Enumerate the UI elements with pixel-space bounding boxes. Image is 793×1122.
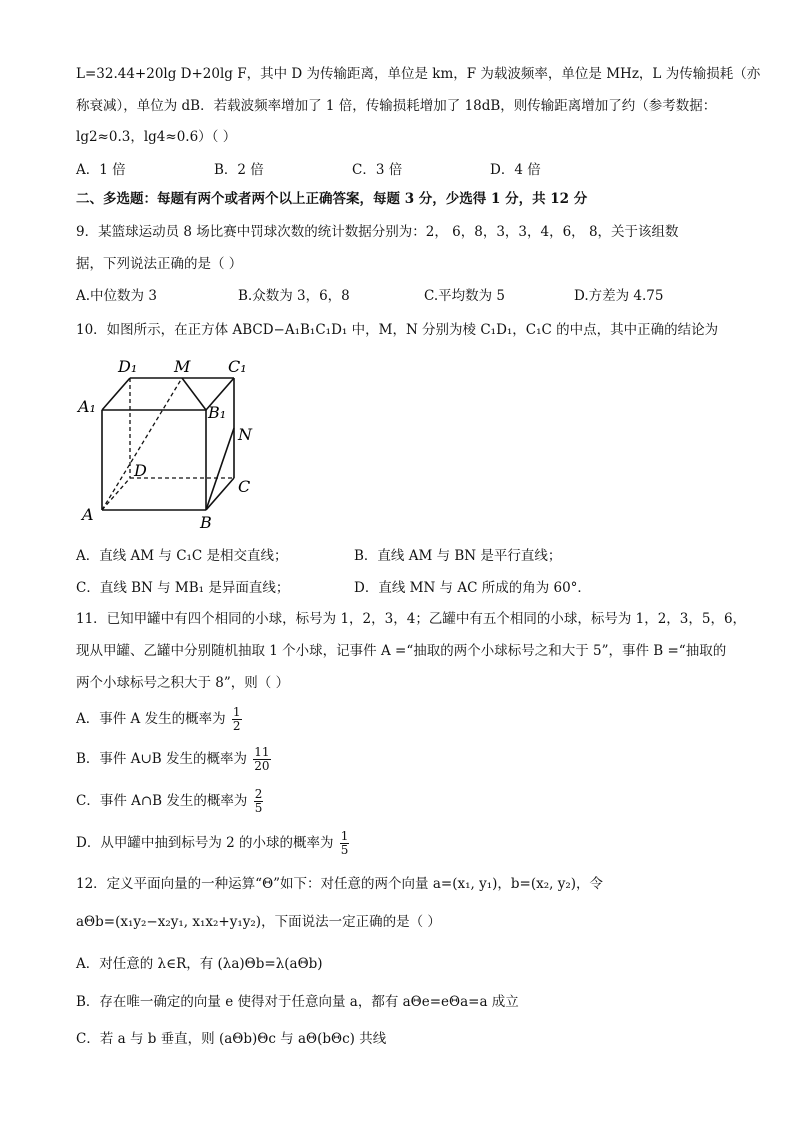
q8-option-d: D．4 倍 — [490, 162, 541, 178]
q12-line2: aΘb=(x₁y₂−x₂y₁, x₁x₂+y₁y₂)，下面说法一定正确的是（ ） — [76, 914, 441, 930]
label-c: C — [238, 477, 251, 496]
label-b1: B₁ — [208, 403, 227, 422]
q12-option-c: C．若 a 与 b 垂直，则 (aΘb)Θc 与 aΘ(bΘc) 共线 — [76, 1031, 387, 1047]
q9-line2: 据，下列说法正确的是（ ） — [76, 256, 243, 272]
q12-line1: 12．定义平面向量的一种运算“Θ”如下：对任意的两个向量 a=(x₁, y₁)，b=(x₂, y₂)，令 — [76, 876, 604, 892]
q11-line2: 现从甲罐、乙罐中分别随机抽取 1 个小球，记事件 A =“抽取的两个小球标号之和大于 5”，事件 B =“抽取的 — [76, 643, 727, 659]
label-n: N — [238, 425, 252, 444]
q9-option-c: C.平均数为 5 — [424, 288, 506, 304]
q8-option-c: C．3 倍 — [352, 162, 403, 178]
label-m: M — [174, 357, 191, 376]
q10-option-c: C．直线 BN 与 MB₁ 是异面直线； — [76, 580, 290, 596]
q8-option-b: B．2 倍 — [214, 162, 264, 178]
q11-option-b-text: B．事件 A∪B 发生的概率为 — [76, 751, 247, 767]
q12-option-b: B．存在唯一确定的向量 e 使得对于任意向量 a，都有 aΘe=eΘa=a 成立 — [76, 994, 519, 1010]
q11-line3: 两个小球标号之积大于 8”，则（ ） — [76, 675, 290, 691]
q11-option-d-text: D．从甲罐中抽到标号为 2 的小球的概率为 — [76, 835, 334, 851]
q11-option-d — [76, 830, 349, 857]
cube-figure — [76, 352, 266, 537]
label-c1: C₁ — [228, 357, 247, 376]
q8-line2: 称衰减），单位为 dB．若载波频率增加了 1 倍，传输损耗增加了 18dB，则传输距离增加了约（参考数据： — [76, 98, 717, 114]
q10-option-a: A．直线 AM 与 C₁C 是相交直线； — [76, 548, 288, 564]
label-d: D — [134, 461, 147, 480]
label-b: B — [200, 513, 212, 532]
q11-line1: 11．已知甲罐中有四个相同的小球，标号为 1，2，3，4；乙罐中有五个相同的小球，标号为 1，2，3，5，6， — [76, 611, 747, 627]
q11-option-c — [76, 788, 263, 815]
q10-option-d: D．直线 MN 与 AC 所成的角为 60°． — [354, 580, 591, 596]
fraction: $\frac{11}{20}$ — [254, 745, 270, 773]
fraction: $\frac{1}{2}$ — [232, 705, 241, 733]
q12-option-a: A．对任意的 λ∈R，有 (λa)Θb=λ(aΘb) — [76, 956, 323, 972]
q8-line3: lg2≈0.3，lg4≈0.6）（ ） — [76, 129, 237, 145]
q9-line1: 9．某篮球运动员 8 场比赛中罚球次数的统计数据分别为：2， 6，8，3，3，4，6， 8，关于该组数 — [76, 224, 679, 240]
q11-option-a — [76, 706, 242, 733]
section-heading: 二、多选题：每题有两个或者两个以上正确答案，每题 3 分，少选得 1 分，共 12 分 — [76, 191, 588, 207]
q10-option-b: B．直线 AM 与 BN 是平行直线； — [354, 548, 562, 564]
q8-option-a: A．1 倍 — [76, 162, 126, 178]
q11-option-a-text: A．事件 A 发生的概率为 — [76, 711, 226, 727]
fraction: $\frac{1}{5}$ — [340, 829, 349, 857]
q11-option-b — [76, 746, 271, 773]
q10-line1: 10．如图所示，在正方体 ABCD−A₁B₁C₁D₁ 中，M，N 分别为棱 C₁D₁，C₁C 的中点，其中正确的结论为 — [76, 322, 719, 338]
fraction: $\frac{2}{5}$ — [254, 787, 263, 815]
q8-line1: L=32.44+20lg D+20lg F，其中 D 为传输距离，单位是 km，F 为载波频率，单位是 MHz，L 为传输损耗（亦 — [76, 66, 761, 82]
label-a1: A₁ — [78, 397, 96, 416]
q11-option-c-text: C．事件 A∩B 发生的概率为 — [76, 793, 248, 809]
q9-option-a: A.中位数为 3 — [76, 288, 157, 304]
q9-option-d: D.方差为 4.75 — [574, 288, 664, 304]
label-d1: D₁ — [118, 357, 138, 376]
q9-option-b: B.众数为 3，6，8 — [238, 288, 350, 304]
label-a: A — [82, 505, 94, 524]
